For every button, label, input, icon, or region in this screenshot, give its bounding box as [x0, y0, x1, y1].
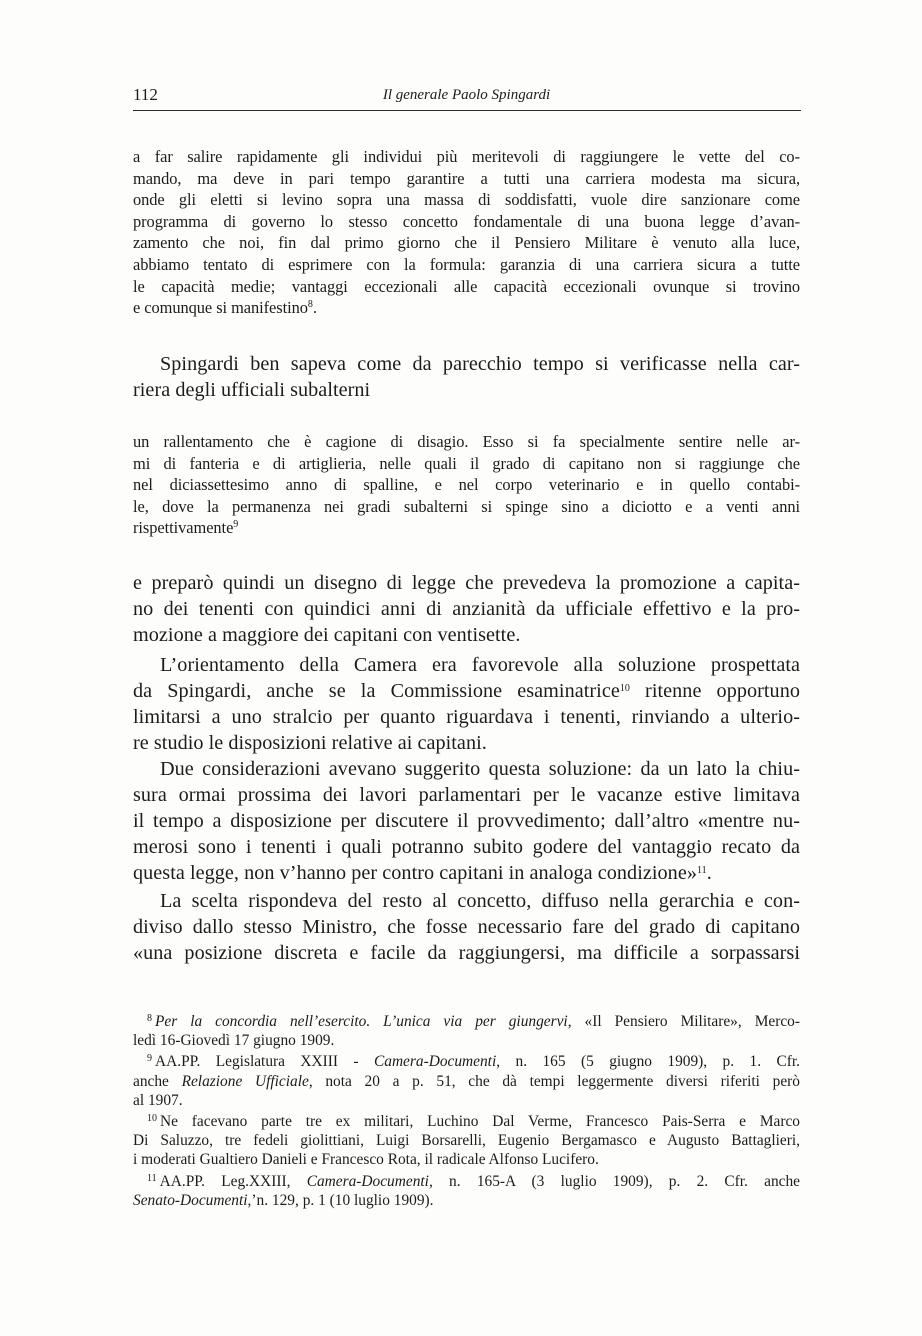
footnote-ref-8[interactable]: 8 — [307, 299, 313, 311]
quote-tail: . — [312, 298, 317, 318]
paragraph-1 — [133, 351, 800, 403]
footnote-text: AA.PP. Leg.XXIII, — [159, 1172, 307, 1190]
paragraph-tail: . — [706, 862, 712, 884]
footnote-line: Di Saluzzo, tre fedeli giolittiani, Luigi Borsarelli, Eugenio Bergamasco e Augusto Battaglieri, — [133, 1132, 800, 1150]
footnote-10 — [133, 1112, 800, 1170]
block-quote-2 — [133, 431, 800, 539]
footnote-line — [133, 1052, 800, 1071]
footnote-italic: Camera-Documenti — [306, 1172, 429, 1190]
quote-line-text: e comunque si manifestino — [133, 298, 308, 318]
footnote-text: , n. 165 (5 giugno 1909), p. 1. Cfr. — [496, 1053, 801, 1071]
footnote-9 — [133, 1052, 800, 1110]
footnote-line: al 1907. — [133, 1091, 183, 1109]
paragraph-line: sura ormai prossima dei lavori parlamentari per le vacanze estive limitava — [133, 784, 800, 806]
quote-line: programma di governo lo stesso concetto fondamentale di una buona legge d’avan- — [133, 211, 800, 231]
footnote-text: ,ʼn. 129, p. 1 (10 luglio 1909). — [247, 1191, 434, 1209]
paragraph-line: e preparò quindi un disegno di legge che prevedeva la promozione a capita- — [133, 572, 800, 594]
footnote-line — [133, 1172, 800, 1191]
paragraph-4 — [133, 756, 800, 886]
quote-line — [133, 517, 800, 539]
quote-line: nel diciassettesimo anno di spalline, e nel corpo veterinario e in quello contabi- — [133, 475, 800, 495]
footnote-8 — [133, 1012, 800, 1050]
footnote-number: 11 — [147, 1172, 157, 1184]
quote-line: onde gli eletti si levino sopra una massa di soddisfatti, vuole dire sanzionare come — [133, 190, 800, 210]
footnote-line: i moderati Gualtiero Danieli e Francesco Rota, il radicale Alfonso Lucifero. — [133, 1151, 599, 1169]
footnote-text: Ne facevano parte tre ex militari, Luchino Dal Verme, Francesco Pais-Serra e Marco — [160, 1113, 800, 1131]
quote-line: le, dove la permanenza nei gradi subalterni si spinge sino a diciotto e a venti anni — [133, 496, 800, 516]
paragraph-line: no dei tenenti con quindici anni di anzianità da ufficiale effettivo e la pro- — [133, 598, 800, 620]
quote-line: zamento che noi, fin dal primo giorno che il Pensiero Militare è venuto alla luce, — [133, 233, 800, 253]
footnote-italic: Relazione Ufficiale — [181, 1072, 309, 1090]
paragraph-line: merosi sono i tenenti i quali potranno subito godere del vantaggio recato da — [133, 836, 800, 858]
footnote-text: , n. 165-A (3 luglio 1909), p. 2. Cfr. anche — [428, 1172, 801, 1190]
footnote-line: ledì 16-Giovedì 17 giugno 1909. — [133, 1032, 335, 1050]
paragraph-line: riera degli ufficiali subalterni — [133, 379, 371, 401]
paragraph-line: mozione a maggiore dei capitani con ventisette. — [133, 624, 521, 646]
running-header — [133, 84, 800, 110]
footnote-ref-10[interactable]: 10 — [619, 683, 630, 694]
quote-line — [133, 297, 800, 319]
paragraph-5 — [133, 888, 800, 966]
paragraph-line: re studio le disposizioni relative ai capitani. — [133, 732, 487, 754]
paragraph-line: «una posizione discreta e facile da raggiungersi, ma difficile a sorpassarsi — [133, 942, 800, 964]
paragraph-line — [133, 860, 800, 886]
page-number: 112 — [133, 85, 158, 104]
quote-line: mi di fanteria e di artiglieria, nelle quali il grado di capitano non si raggiunge che — [133, 453, 800, 473]
paragraph-text: ritenne opportuno — [629, 680, 800, 702]
running-title: Il generale Paolo Spingardi — [382, 87, 551, 103]
footnotes — [133, 1012, 800, 1212]
paragraph-line: limitarsi a uno stralcio per quanto riguardava i tenenti, rinviando a ulterio- — [133, 706, 800, 728]
footnote-text: , «Il Pensiero Militare», Merco- — [567, 1013, 800, 1030]
footnote-number: 9 — [147, 1053, 152, 1065]
paragraph-2 — [133, 570, 800, 648]
paragraph-line: diviso dallo stesso Ministro, che fosse necessario fare del grado di capitano — [133, 916, 800, 938]
quote-line: a far salire rapidamente gli individui più meritevoli di raggiungere le vette del co- — [133, 147, 800, 166]
footnote-italic: Senato-Documenti — [133, 1191, 248, 1209]
footnote-line — [133, 1191, 800, 1210]
footnote-title: Per la concordia nell’esercito. L’unica via per giungervi — [155, 1013, 568, 1030]
footnote-text: AA.PP. Legislatura XXIII - — [155, 1053, 374, 1071]
footnote-text: anche — [133, 1072, 182, 1090]
quote-line: le capacità medie; vantaggi eccezionali alle capacità eccezionali ovunque si trovino — [133, 276, 800, 296]
paragraph-line — [133, 678, 800, 704]
paragraph-3 — [133, 652, 800, 756]
block-quote-1 — [133, 146, 800, 319]
footnote-text: , nota 20 a p. 51, che dà tempi leggermente diversi riferiti però — [308, 1072, 800, 1090]
paragraph-text: questa legge, non v’hanno per contro capitani in analoga condizione» — [133, 862, 697, 884]
quote-line: abbiamo tentato di esprimere con la formula: garanzia di una carriera sicura a tutte — [133, 254, 800, 274]
footnote-number: 10 — [147, 1113, 157, 1125]
paragraph-line: La scelta rispondeva del resto al concetto, diffuso nella gerarchia e con- — [160, 890, 800, 912]
quote-line-text: rispettivamente — [133, 518, 234, 538]
paragraph-line: Spingardi ben sapeva come da parecchio tempo si verificasse nella car- — [160, 353, 800, 375]
header-rule — [133, 110, 801, 111]
footnote-number: 8 — [147, 1013, 152, 1024]
paragraph-line: Due considerazioni avevano suggerito questa soluzione: da un lato la chiu- — [160, 758, 800, 780]
paragraph-line: il tempo a disposizione per discutere il provvedimento; dall’altro «mentre nu- — [133, 810, 800, 832]
footnote-line — [133, 1012, 800, 1031]
footnote-11 — [133, 1172, 800, 1210]
quote-line: mando, ma deve in pari tempo garantire a tutti una carriera modesta ma sicura, — [133, 168, 800, 188]
paragraph-line: L’orientamento della Camera era favorevole alla soluzione prospettata — [160, 654, 800, 676]
footnote-ref-11[interactable]: 11 — [696, 865, 707, 876]
footnote-line — [133, 1112, 800, 1131]
quote-line: un rallentamento che è cagione di disagio. Esso si fa specialmente sentire nelle ar- — [133, 432, 800, 451]
footnote-line — [133, 1072, 800, 1091]
footnote-italic: Camera-Documenti — [373, 1053, 497, 1071]
paragraph-text: da Spingardi, anche se la Commissione esaminatrice — [133, 680, 620, 702]
footnote-ref-9[interactable]: 9 — [233, 519, 239, 531]
